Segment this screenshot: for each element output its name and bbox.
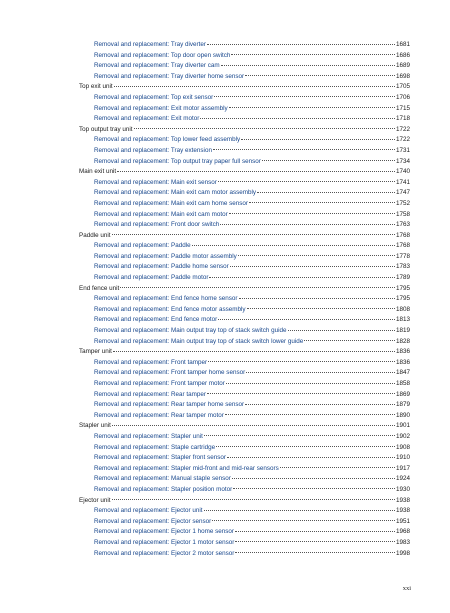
toc-subsection-entry[interactable] (79, 104, 410, 115)
dot-leader (218, 319, 395, 320)
toc-entry-page-number[interactable]: 1930 (395, 485, 410, 493)
toc-entry-page-number[interactable]: 1901 (395, 422, 410, 430)
toc-subsection-entry[interactable] (79, 358, 410, 369)
toc-subsection-entry[interactable] (79, 241, 410, 252)
toc-entry-page-number[interactable]: 1768 (395, 242, 410, 250)
toc-subsection-entry[interactable] (79, 517, 410, 528)
dot-leader (239, 298, 395, 299)
toc-entry-page-number[interactable]: 1715 (395, 104, 410, 112)
dot-leader (288, 330, 395, 331)
toc-entry-title[interactable]: Removal and replacement: Paddle motor (94, 274, 209, 282)
dot-leader (225, 414, 395, 415)
toc-entry-page-number[interactable]: 1998 (395, 549, 410, 557)
dot-leader (233, 488, 395, 489)
toc-entry-page-number[interactable]: 1722 (395, 125, 410, 133)
toc-entry-page-number[interactable]: 1768 (395, 231, 410, 239)
toc-entry-title[interactable]: Removal and replacement: Tray diverter home sensor (94, 72, 245, 80)
toc-entry-page-number[interactable]: 1938 (395, 507, 410, 515)
toc-entry-page-number[interactable]: 1819 (395, 327, 410, 335)
toc-entry-page-number[interactable]: 1951 (395, 517, 410, 525)
toc-entry-title[interactable]: Removal and replacement: Front tamper (94, 358, 208, 366)
toc-entry-page-number[interactable]: 1789 (395, 274, 410, 282)
dot-leader (213, 149, 395, 150)
toc-entry-title[interactable]: Removal and replacement: Ejector 1 motor sensor (94, 538, 235, 546)
toc-entry-page-number[interactable]: 1828 (395, 337, 410, 345)
toc-entry-title[interactable]: Removal and replacement: Ejector sensor (94, 517, 212, 525)
toc-subsection-entry[interactable] (79, 453, 410, 464)
dot-leader (207, 393, 395, 394)
toc-section-entry[interactable] (79, 421, 410, 432)
dot-leader (238, 255, 395, 256)
toc-entry-title[interactable]: Removal and replacement: Tray extension (94, 146, 212, 154)
dot-leader (235, 531, 395, 532)
toc-subsection-entry[interactable] (79, 40, 410, 51)
toc-entry-title[interactable]: Removal and replacement: Stapler unit (94, 432, 203, 440)
toc-entry-page-number[interactable]: 1795 (395, 284, 410, 292)
dot-leader (209, 277, 395, 278)
toc-subsection-entry[interactable] (79, 527, 410, 538)
toc-entry-title[interactable]: Removal and replacement: End fence home sensor (94, 295, 238, 303)
toc-entry-title[interactable]: Removal and replacement: Exit motor assembly (94, 104, 228, 112)
toc-entry-title[interactable]: Removal and replacement: Top exit sensor (94, 93, 214, 101)
toc-section-entry[interactable] (79, 125, 410, 136)
toc-entry-page-number[interactable]: 1706 (395, 93, 410, 101)
toc-entry-title[interactable]: Top exit unit (79, 83, 113, 91)
toc-entry-title[interactable]: Top output tray unit (79, 125, 133, 133)
toc-entry-title[interactable]: Removal and replacement: Staple cartridge (94, 443, 216, 451)
toc-entry-title[interactable]: Removal and replacement: Tray diverter (94, 41, 206, 48)
toc-entry-title[interactable]: Removal and replacement: Main output tray top of stack switch guide (94, 327, 287, 335)
toc-subsection-entry[interactable] (79, 411, 410, 422)
toc-entry-title[interactable]: End fence unit (79, 284, 120, 292)
dot-leader (207, 44, 395, 45)
dot-leader (113, 351, 395, 352)
toc-entry-page-number[interactable]: 1778 (395, 252, 410, 260)
toc-entry-title[interactable]: Removal and replacement: Rear tamper (94, 390, 206, 398)
dot-leader (221, 65, 395, 66)
toc-entry-title[interactable]: Removal and replacement: Rear tamper motor (94, 411, 224, 419)
toc-subsection-entry[interactable] (79, 146, 410, 157)
toc-entry-page-number[interactable]: 1858 (395, 380, 410, 387)
dot-leader (262, 160, 395, 161)
page-number: xxi (402, 585, 411, 592)
toc-subsection-entry[interactable] (79, 549, 410, 560)
toc-subsection-entry[interactable] (79, 337, 410, 348)
toc-entry-page-number[interactable]: 1718 (395, 115, 410, 123)
toc-section-entry[interactable] (79, 231, 410, 242)
toc-subsection-entry[interactable] (79, 326, 410, 337)
toc-entry-title[interactable]: Removal and replacement: Manual staple sensor (94, 475, 231, 483)
dot-leader (112, 425, 395, 426)
dot-leader (280, 467, 395, 468)
toc-subsection-entry[interactable] (79, 368, 410, 379)
dot-leader (229, 107, 395, 108)
toc-entry-title[interactable]: Removal and replacement: Main output tray top of stack switch lower guide (94, 337, 304, 345)
toc-entry-page-number[interactable]: 1938 (395, 496, 410, 504)
toc-subsection-entry[interactable] (79, 294, 410, 305)
toc-entry-page-number[interactable]: 1734 (395, 157, 410, 165)
toc-entry-title[interactable]: Removal and replacement: Main exit sensor (94, 178, 217, 186)
dot-leader (212, 520, 395, 521)
toc-section-entry[interactable] (79, 496, 410, 507)
toc-entry-title[interactable]: Removal and replacement: Top lower feed assembly (94, 136, 241, 144)
toc-entry-page-number[interactable]: 1890 (395, 411, 410, 419)
toc-entry-page-number[interactable]: 1847 (395, 369, 410, 377)
toc-subsection-entry[interactable] (79, 210, 410, 221)
toc-subsection-entry[interactable] (79, 51, 410, 62)
dot-leader (232, 478, 395, 479)
toc-entry-page-number[interactable]: 1983 (395, 538, 410, 546)
dot-leader (235, 541, 395, 542)
toc-subsection-entry[interactable] (79, 400, 410, 411)
toc-entry-title[interactable]: Removal and replacement: Front door switch (94, 221, 220, 229)
dot-leader (214, 96, 395, 97)
toc-section-entry[interactable] (79, 284, 410, 295)
toc-entry-page-number[interactable]: 1836 (395, 358, 410, 366)
toc-subsection-entry[interactable] (79, 379, 410, 390)
toc-entry-title[interactable]: Removal and replacement: Ejector 2 motor sensor (94, 549, 235, 557)
toc-entry-title[interactable]: Removal and replacement: Exit motor (94, 115, 200, 123)
toc-entry-page-number[interactable]: 1879 (395, 401, 410, 409)
dot-leader (235, 552, 395, 553)
toc-entry-page-number[interactable]: 1686 (395, 51, 410, 59)
toc-entry-title[interactable]: Removal and replacement: Ejector 1 home sensor (94, 528, 235, 536)
toc-entry-page-number[interactable]: 1741 (395, 178, 410, 186)
toc-subsection-entry[interactable] (79, 273, 410, 284)
toc-entry-title[interactable]: Removal and replacement: Stapler front sensor (94, 454, 226, 462)
dot-leader (220, 224, 395, 225)
toc-entry-page-number[interactable]: 1740 (395, 168, 410, 176)
toc-subsection-entry[interactable] (79, 485, 410, 496)
dot-leader (200, 118, 395, 119)
dot-leader (204, 510, 395, 511)
dot-leader (245, 75, 395, 76)
toc-entry-page-number[interactable]: 1783 (395, 263, 410, 271)
toc-subsection-entry[interactable] (79, 464, 410, 475)
dot-leader (204, 435, 395, 436)
toc-entry-title[interactable]: Removal and replacement: Main exit cam home sensor (94, 199, 248, 207)
toc-entry-page-number[interactable]: 1813 (395, 316, 410, 324)
dot-leader (229, 213, 395, 214)
dot-leader (246, 372, 395, 373)
toc-entry-page-number[interactable]: 1910 (395, 454, 410, 462)
toc-entry-page-number[interactable]: 1731 (395, 146, 410, 154)
toc-entry-page-number[interactable]: 1698 (395, 72, 410, 80)
toc-entry-title[interactable]: Paddle unit (79, 231, 111, 239)
toc-subsection-entry[interactable] (79, 114, 410, 125)
dot-leader (208, 361, 395, 362)
toc-subsection-entry[interactable] (79, 538, 410, 549)
dot-leader (117, 171, 395, 172)
toc-entry-title[interactable]: Removal and replacement: Top output tray paper full sensor (94, 157, 261, 165)
dot-leader (230, 266, 395, 267)
toc-entry-title[interactable]: Removal and replacement: Paddle (94, 242, 191, 250)
dot-leader (112, 234, 395, 235)
dot-leader (247, 308, 395, 309)
dot-leader (304, 340, 395, 341)
toc-subsection-entry[interactable] (79, 252, 410, 263)
toc-entry-page-number[interactable]: 1836 (395, 348, 410, 356)
dot-leader (134, 128, 395, 129)
toc-subsection-entry[interactable] (79, 315, 410, 326)
dot-leader (241, 139, 395, 140)
toc-entry-title[interactable]: Ejector unit (79, 496, 111, 504)
toc-entry-title[interactable]: Removal and replacement: Front tamper home sensor (94, 369, 246, 377)
table-of-contents (79, 40, 410, 559)
toc-entry-page-number[interactable]: 1869 (395, 390, 410, 398)
dot-leader (216, 446, 395, 447)
dot-leader (245, 404, 395, 405)
toc-entry-page-number[interactable]: 1968 (395, 528, 410, 536)
toc-subsection-entry[interactable] (79, 93, 410, 104)
toc-subsection-entry[interactable] (79, 305, 410, 316)
toc-entry-page-number[interactable]: 1758 (395, 210, 410, 218)
toc-subsection-entry[interactable] (79, 220, 410, 231)
toc-subsection-entry[interactable] (79, 390, 410, 401)
toc-entry-title[interactable]: Removal and replacement: End fence motor assembly (94, 305, 246, 313)
toc-section-entry[interactable] (79, 167, 410, 178)
dot-leader (192, 245, 395, 246)
toc-subsection-entry[interactable] (79, 72, 410, 83)
toc-entry-page-number[interactable]: 1705 (395, 83, 410, 91)
toc-entry-title[interactable]: Removal and replacement: End fence motor (94, 316, 218, 324)
toc-entry-page-number[interactable]: 1722 (395, 136, 410, 144)
toc-section-entry[interactable] (79, 82, 410, 93)
toc-subsection-entry[interactable] (79, 178, 410, 189)
toc-entry-page-number[interactable]: 1808 (395, 305, 410, 313)
toc-entry-title[interactable]: Removal and replacement: Ejector unit (94, 507, 203, 515)
toc-section-entry[interactable] (79, 347, 410, 358)
toc-entry-title[interactable]: Main exit unit (79, 168, 117, 176)
toc-entry-page-number[interactable]: 1924 (395, 475, 410, 483)
toc-subsection-entry[interactable] (79, 61, 410, 72)
toc-entry-title[interactable]: Removal and replacement: Top door open switch (94, 51, 231, 59)
toc-entry-title[interactable]: Removal and replacement: Main exit cam motor assembly (94, 189, 257, 197)
dot-leader (231, 54, 395, 55)
toc-entry-title[interactable]: Removal and replacement: Stapler position motor (94, 485, 233, 493)
toc-subsection-entry[interactable] (79, 262, 410, 273)
toc-entry-page-number[interactable]: 1752 (395, 199, 410, 207)
toc-entry-title[interactable]: Stapler unit (79, 422, 111, 430)
toc-entry-title[interactable]: Removal and replacement: Main exit cam motor (94, 210, 228, 218)
toc-subsection-entry[interactable] (79, 157, 410, 168)
dot-leader (226, 383, 395, 384)
toc-entry-title[interactable]: Removal and replacement: Stapler mid-front and mid-rear sensors (94, 464, 279, 472)
toc-entry-title[interactable]: Removal and replacement: Rear tamper home sensor (94, 401, 245, 409)
toc-entry-title[interactable]: Removal and replacement: Paddle home sensor (94, 263, 229, 271)
toc-entry-page-number[interactable]: 1795 (395, 295, 410, 303)
toc-entry-title[interactable]: Removal and replacement: Tray diverter cam (94, 62, 220, 70)
toc-entry-title[interactable]: Removal and replacement: Front tamper motor (94, 380, 225, 387)
toc-entry-page-number[interactable]: 1763 (395, 221, 410, 229)
toc-subsection-entry[interactable] (79, 199, 410, 210)
toc-subsection-entry[interactable] (79, 443, 410, 454)
toc-subsection-entry[interactable] (79, 135, 410, 146)
dot-leader (114, 86, 395, 87)
toc-entry-page-number[interactable]: 1689 (395, 62, 410, 70)
toc-entry-page-number[interactable]: 1747 (395, 189, 410, 197)
toc-entry-page-number[interactable]: 1681 (395, 41, 410, 48)
toc-entry-page-number[interactable]: 1902 (395, 432, 410, 440)
toc-subsection-entry[interactable] (79, 432, 410, 443)
toc-entry-page-number[interactable]: 1917 (395, 464, 410, 472)
toc-subsection-entry[interactable] (79, 188, 410, 199)
dot-leader (257, 192, 395, 193)
dot-leader (120, 287, 395, 288)
toc-subsection-entry[interactable] (79, 474, 410, 485)
toc-subsection-entry[interactable] (79, 506, 410, 517)
toc-entry-page-number[interactable]: 1908 (395, 443, 410, 451)
toc-entry-title[interactable]: Removal and replacement: Paddle motor assembly (94, 252, 237, 260)
dot-leader (227, 457, 395, 458)
dot-leader (218, 181, 395, 182)
dot-leader (249, 202, 395, 203)
toc-entry-title[interactable]: Tamper unit (79, 348, 112, 356)
dot-leader (112, 499, 395, 500)
